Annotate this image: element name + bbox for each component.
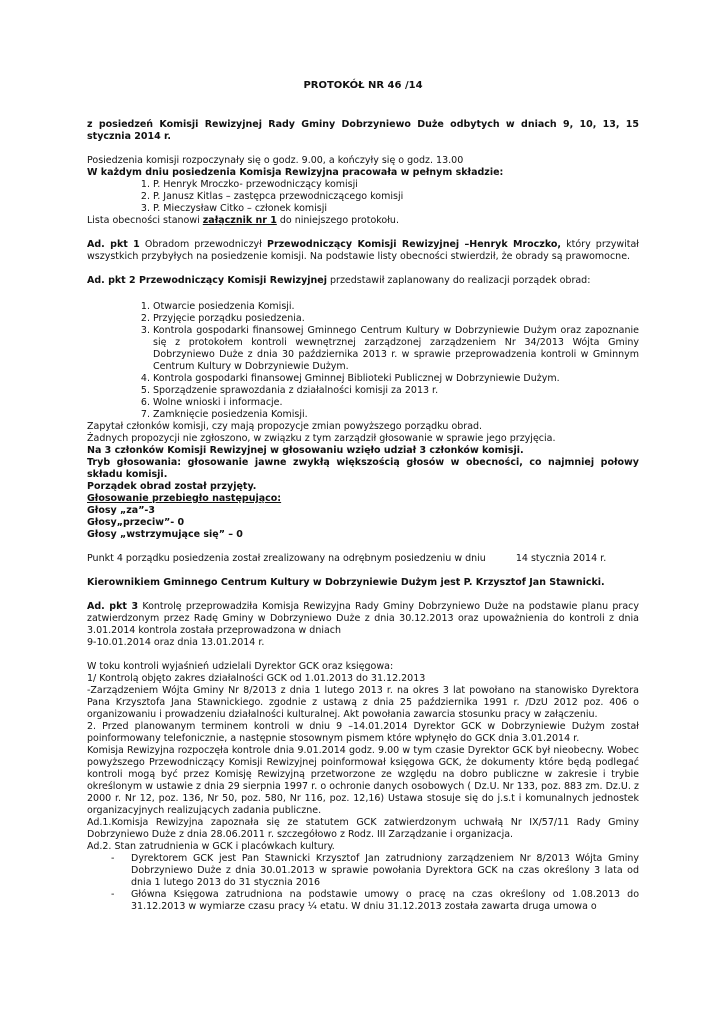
agenda-item: 6. Wolne wnioski i informacje. <box>153 397 639 409</box>
agenda-item: 5. Sporządzenie sprawozdania z działalności komisji za 2013 r. <box>153 385 639 397</box>
employment-item: - Główna Księgowa zatrudniona na podstawie umowy o pracę na czas określony od 1.08.2013 do 31.12.2013 w wymiarze czasu pracy ¼ etatu. W dniu 31.12.2013 została zawarta druga umowa o <box>111 889 639 912</box>
agenda-item: 4. Kontrola gospodarki finansowej Gminnej Biblioteki Publicznej w Dobrzyniewie Dużym. <box>153 373 639 385</box>
vote-mode: Tryb głosowania: głosowanie jawne zwykłą większością głosów w obecności, co najmniej połowy składu komisji. <box>87 457 639 480</box>
agenda-accepted: Porządek obrad został przyjęty. <box>87 481 257 492</box>
agenda-item: 2. Przyjęcie porządku posiedzenia. <box>153 313 639 325</box>
agenda-list <box>87 301 639 421</box>
meeting-hours: Posiedzenia komisji rozpoczynały się o godz. 9.00, a kończyły się o godz. 13.00 <box>87 155 464 166</box>
ordinance-paragraph: -Zarządzeniem Wójta Gminy Nr 8/2013 z dnia 1 lutego 2013 r. na okres 3 lat powołano na stanowisko Dyrektora Pana Krzysztofa Jana Stawnickiego. zgodnie z ustawą z dnia 25 października 1991 r. /DzU 2012 poz. 406 o organizowaniu i prowadzeniu działalności kulturalnej. Akt powołania zawarcia stosunku pracy w załączeniu. <box>87 685 639 720</box>
document-title: PROTOKÓŁ NR 46 /14 <box>303 80 423 91</box>
votes-against: Głosy„przeciw”- 0 <box>87 517 185 528</box>
no-changes: Żadnych propozycji nie zgłoszono, w związku z tym zarządził głosowanie w sprawie jego przyjęcia. <box>87 433 556 444</box>
member-item: 3. P. Mieczysław Citko – członek komisji <box>153 203 639 215</box>
before-control-paragraph: 2. Przed planowanym terminem kontroli w dniu 9 –14.01.2014 Dyrektor GCK w Dobrzyniewie Dużym został poinformowany telefonicznie, a następnie stosownym pismem które wpłynęło do GCK dnia 3.01.2014 r. <box>87 721 639 744</box>
pkt1-paragraph: Ad. pkt 1 Obradom przewodniczył Przewodniczący Komisji Rewizyjnej –Henryk Mroczko, który przywitał wszystkich przybyłych na posiedzenie komisji. Na podstawie listy obecności stwierdził, że obrady są prawomocne. <box>87 239 639 262</box>
document-page <box>87 80 639 913</box>
control-scope: 1/ Kontrolą objęto zakres działalności GCK od 1.01.2013 do 31.12.2013 <box>87 673 426 684</box>
attachment-reference: załącznik nr 1 <box>202 215 277 226</box>
explanations: W toku kontroli wyjaśnień udzielali Dyrektor GCK oraz księgowa: <box>87 661 394 672</box>
votes-for: Głosy „za”-3 <box>87 505 155 516</box>
pkt4-note: Punkt 4 porządku posiedzenia został zrealizowany na odrębnym posiedzeniu w dniu 14 stycznia 2014 r. <box>87 553 607 564</box>
attendance-note: Lista obecności stanowi załącznik nr 1 do niniejszego protokołu. <box>87 215 399 226</box>
pkt2-paragraph: Ad. pkt 2 Przewodniczący Komisji Rewizyjnej przedstawił zaplanowany do realizacji porządek obrad: <box>87 275 591 286</box>
member-item: 1. P. Henryk Mroczko- przewodniczący komisji <box>153 179 639 191</box>
vote-result-heading: Głosowanie przebiegło następująco: <box>87 493 282 504</box>
members-list <box>87 179 639 215</box>
votes-abstain: Głosy „wstrzymujące się” – 0 <box>87 529 243 540</box>
dash-bullet: - <box>111 889 115 900</box>
control-start-paragraph: Komisja Rewizyjna rozpoczęła kontrole dnia 9.01.2014 godz. 9.00 w tym czasie Dyrektor GCK był nieobecny. Wobec powyższego Przewodniczący Komisji Rewizyjnej poinformował księgowa GCK, że dokumenty które będą podlegać kontroli mogą być przez Komisję Rewizyjną przetworzone ze względu na dobro publiczne w zakresie i trybie określonym w ustawie z dnia 29 sierpnia 1997 r. o ochronie danych osobowych ( Dz.U. Nr 133, poz. 883 zm. Dz.U. z 2000 r. Nr 12, poz. 136, Nr 50, poz. 580, Nr 116, poz. 12,16) Ustawa stosuje się do j.s.t i komunalnych jednostek organizacyjnych realizujących zadania publiczne. <box>87 745 639 816</box>
ad2-heading: Ad.2. Stan zatrudnienia w GCK i placówkach kultury. <box>87 841 335 852</box>
dash-bullet: - <box>111 853 115 864</box>
agenda-item: 1. Otwarcie posiedzenia Komisji. <box>153 301 639 313</box>
employment-item: - Dyrektorem GCK jest Pan Stawnicki Krzysztof Jan zatrudniony zarządzeniem Nr 8/2013 Wójta Gminy Dobrzyniewo Duże z dnia 30.01.2013 w sprawie powołania Dyrektora GCK na czas określony 3 lata od dnia 1 lutego 2013 do 31 stycznia 2016 <box>111 853 639 888</box>
agenda-item: 7. Zamknięcie posiedzenia Komisji. <box>153 409 639 421</box>
gck-head: Kierownikiem Gminnego Centrum Kultury w Dobrzyniewie Dużym jest P. Krzysztof Jan Stawnicki. <box>87 577 605 588</box>
ad1-paragraph: Ad.1.Komisja Rewizyjna zapoznała się ze statutem GCK zatwierdzonym uchwałą Nr IX/57/11 Rady Gminy Dobrzyniewo Duże z dnia 28.06.2011 r. szczegółowo z Rodz. III Zarządzanie i organizacja. <box>87 817 639 840</box>
pkt3-paragraph: Ad. pkt 3 Kontrolę przeprowadziła Komisja Rewizyjna Rady Gminy Dobrzyniewo Duże na podstawie planu pracy zatwierdzonym przez Radę Gminy w Dobrzyniewo Duże z dnia 30.12.2013 oraz upoważnienia do kontroli z dnia 3.01.2014 kontrola została przeprowadzona w dniach <box>87 601 639 636</box>
pkt3-dates: 9-10.01.2014 oraz dnia 13.01.2014 r. <box>87 637 265 648</box>
agenda-item: 3. Kontrola gospodarki finansowej Gminnego Centrum Kultury w Dobrzyniewie Dużym oraz zapoznanie się z protokołem kontroli wewnętrznej zarządzonej zarządzeniem Nr 34/2013 Wójta Gminy Dobrzyniewo Duże z dnia 30 października 2013 r. w sprawie przeprowadzenia kontroli w Gminnym Centrum Kultury w Dobrzyniewie Dużym. <box>153 325 639 373</box>
member-item: 2. P. Janusz Kitlas – zastępca przewodniczącego komisji <box>153 191 639 203</box>
employment-list <box>87 853 639 913</box>
composition-heading: W każdym dniu posiedzenia Komisja Rewizyjna pracowała w pełnym składzie: <box>87 167 504 178</box>
ask-changes: Zapytał członków komisji, czy mają propozycje zmian powyższego porządku obrad. <box>87 421 483 432</box>
vote-count: Na 3 członków Komisji Rewizyjnej w głosowaniu wzięło udział 3 członków komisji. <box>87 445 524 456</box>
document-heading: z posiedzeń Komisji Rewizyjnej Rady Gminy Dobrzyniewo Duże odbytych w dniach 9, 10, 13, 15 stycznia 2014 r. <box>87 119 639 142</box>
